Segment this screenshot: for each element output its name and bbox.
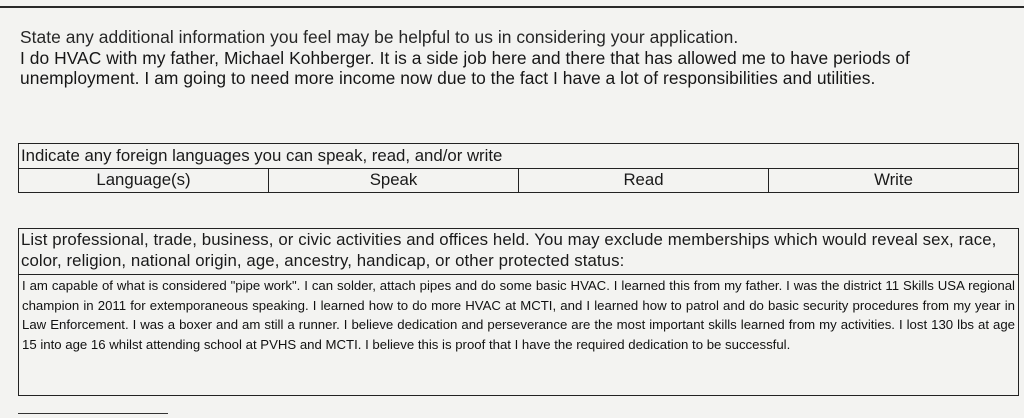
top-divider (0, 6, 1024, 8)
activities-answer: I am capable of what is considered "pipe work". I can solder, attach pipes and do some basic HVAC. I learned this from my father. I was the district 11 Skills USA regional champion in 2011 for extemporaneous speaking. I learned how to do more HVAC at MCTI, and I learned how to patrol and do basic security procedures from my year in Law Enforcement. I was a boxer and am still a runner. I believe dedication and perseverance are the most important skills learned from my activities. I lost 130 lbs at age 15 into age 16 whilst attending school at PVHS and MCTI. I believe this is proof that I have the required dedication to be successful. (19, 274, 1018, 395)
activities-section (18, 228, 1019, 396)
activities-prompt: List professional, trade, business, or civic activities and offices held. You may exclude memberships which would reveal sex, race, color, religion, national origin, age, ancestry, handicap, or other protected status: (21, 230, 997, 270)
languages-column-read: Read (519, 169, 769, 193)
bottom-divider (18, 413, 168, 414)
languages-title: Indicate any foreign languages you can speak, read, and/or write (21, 146, 503, 165)
languages-column-speak: Speak (269, 169, 519, 193)
additional-info-section (20, 27, 1020, 89)
additional-info-answer: I do HVAC with my father, Michael Kohberger. It is a side job here and there that has allowed me to have periods of unemployment. I am going to need more income now due to the fact I have a lot of responsibilities and utilities. (20, 47, 910, 88)
languages-header-row (19, 168, 1018, 193)
additional-info-question: State any additional information you feel may be helpful to us in considering your application. (20, 27, 739, 47)
languages-column-write: Write (874, 170, 913, 189)
languages-column-language: Language(s) (19, 169, 269, 193)
languages-table (18, 143, 1019, 193)
